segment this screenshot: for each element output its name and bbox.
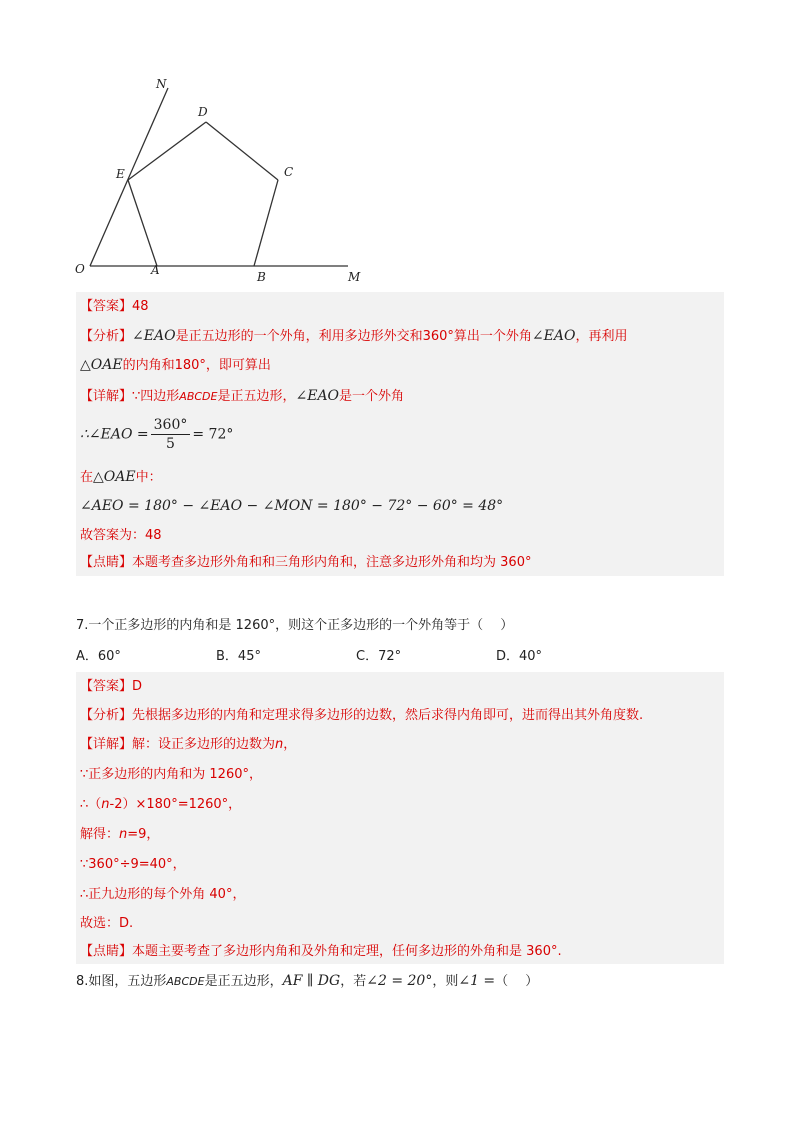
detail-text: 是正五边形， <box>217 389 296 404</box>
q7-step-2 <box>80 796 241 814</box>
answer-value: D <box>132 679 143 694</box>
variable-n: n <box>101 797 110 812</box>
q7-option-c: C．72° <box>356 649 402 664</box>
edge-cb <box>254 180 278 266</box>
comment-text: 本题主要考查了多边形内角和及外角和定理，任何多边形的外角和是 360°. <box>132 944 562 959</box>
analysis-text: 是正五边形的一个外角，利用多边形外交和 <box>175 329 423 344</box>
step-text: ∴（ <box>80 797 102 812</box>
variable-n: n <box>275 737 284 752</box>
step-text: ∵正多边形的内角和为 1260°， <box>80 767 262 782</box>
analysis-text: 的内角和 <box>122 358 175 373</box>
geometry-figure <box>70 70 380 290</box>
math-parallel: AF ∥ DG <box>282 973 341 989</box>
detail-text: 是一个外角 <box>339 389 405 404</box>
detail-tag: 【详解】 <box>80 389 133 404</box>
step-text: -2）×180°=1260°， <box>109 797 242 812</box>
detail-text: ∵四边形 <box>132 389 180 404</box>
comment-text: 本题考查多边形外角和和三角形内角和，注意多边形外角和均为 360° <box>132 555 532 570</box>
q7-option-d: D．40° <box>496 649 543 664</box>
detail-text: 解：设正多边形的边数为 <box>132 737 276 752</box>
in-tri-text: 在 <box>80 470 94 485</box>
label-e: E <box>116 167 125 181</box>
comment-tag: 【点睛】 <box>80 555 133 570</box>
analysis-text: 先根据多边形的内角和定理求得多边形的边数，然后求得内角即可，进而得出其外角度数. <box>132 708 644 723</box>
q7-step-3 <box>80 826 159 844</box>
fraction-numerator: 360° <box>151 416 191 435</box>
calc-rhs: = 72° <box>192 426 234 443</box>
answer-value: 48 <box>132 299 149 314</box>
question-text: （ ） <box>495 974 539 989</box>
analysis-text: ，再利用 <box>575 329 628 344</box>
q7-step-4 <box>80 856 186 874</box>
final-answer-text: 故答案为：48 <box>80 528 162 543</box>
in-tri-text: 中： <box>135 470 162 485</box>
math-ask: ∠1 = <box>458 973 496 989</box>
math-given: ∠2 = 20° <box>366 973 433 989</box>
step-text: ∴正九边形的每个外角 40°， <box>80 887 246 902</box>
edge-dc <box>206 122 278 180</box>
comment-tag: 【点睛】 <box>80 944 133 959</box>
q7-analysis-line <box>80 707 643 725</box>
label-d: D <box>198 105 208 119</box>
q6-detail-line <box>80 387 404 406</box>
math-triangle: △OAE <box>80 357 123 373</box>
step-text: 故选：D. <box>80 916 134 931</box>
q6-answer-box <box>76 292 724 576</box>
q8-question <box>76 972 538 991</box>
step-text: 解得： <box>80 827 120 842</box>
q6-calc-line-1 <box>80 416 233 453</box>
label-o: O <box>75 262 85 276</box>
fraction <box>151 416 191 453</box>
q6-comment-line <box>80 554 531 572</box>
q7-answer-line <box>80 678 142 696</box>
math-angle: ∠EAO <box>531 328 576 344</box>
q7-option-b: B．45° <box>216 649 261 664</box>
calc-lhs: ∴∠EAO = <box>80 426 149 443</box>
analysis-tag: 【分析】 <box>80 329 133 344</box>
q6-calc-line-2 <box>80 497 503 516</box>
q7-comment-line <box>80 943 562 961</box>
q6-answer-line <box>80 298 149 316</box>
answer-tag: 【答案】 <box>80 679 133 694</box>
question-text: ，若 <box>340 974 367 989</box>
step-text: =9， <box>127 827 160 842</box>
q7-detail-line <box>80 736 296 754</box>
q7-answer-box <box>76 672 724 964</box>
variable-n: n <box>119 827 128 842</box>
math-angle: ∠EAO <box>295 388 340 404</box>
analysis-text: 算出一个外角 <box>453 329 532 344</box>
shape-name: ABCDE <box>166 975 205 988</box>
q7-step-6 <box>80 915 133 933</box>
shape-name: ABCDE <box>179 390 218 403</box>
detail-text: ， <box>283 737 297 752</box>
question-text: ，则 <box>432 974 459 989</box>
analysis-tag: 【分析】 <box>80 708 133 723</box>
question-text: 8.如图，五边形 <box>76 974 167 989</box>
calc-equation: ∠AEO = 180° − ∠EAO − ∠MON = 180° − 72° − 60° = 48° <box>80 498 504 514</box>
question-text: 7.一个正多边形的内角和是 1260°，则这个正多边形的一个外角等于（ ） <box>76 618 514 633</box>
analysis-360: 360° <box>422 329 454 344</box>
q6-analysis-line <box>80 327 627 346</box>
answer-tag: 【答案】 <box>80 299 133 314</box>
detail-tag: 【详解】 <box>80 737 133 752</box>
analysis-text: ，即可算出 <box>205 358 271 373</box>
question-text: 是正五边形， <box>204 974 283 989</box>
q7-step-5 <box>80 886 245 904</box>
q7-question <box>76 617 513 635</box>
step-text: ∵360°÷9=40°， <box>80 857 186 872</box>
q7-step-1 <box>80 766 262 784</box>
label-b: B <box>257 270 266 284</box>
fraction-denominator: 5 <box>166 436 175 452</box>
q7-option-a: A．60° <box>76 649 121 664</box>
label-a: A <box>151 263 160 277</box>
label-m: M <box>348 270 361 284</box>
q6-final-answer <box>80 527 162 545</box>
math-triangle: △OAE <box>93 469 136 485</box>
math-angle: ∠EAO <box>132 328 176 344</box>
label-n: N <box>156 77 167 91</box>
q6-analysis-line-2 <box>80 356 271 375</box>
ray-on <box>90 88 168 266</box>
analysis-180: 180° <box>174 358 206 373</box>
q6-in-triangle-line <box>80 468 162 487</box>
label-c: C <box>284 165 294 179</box>
edge-ea <box>128 180 157 266</box>
